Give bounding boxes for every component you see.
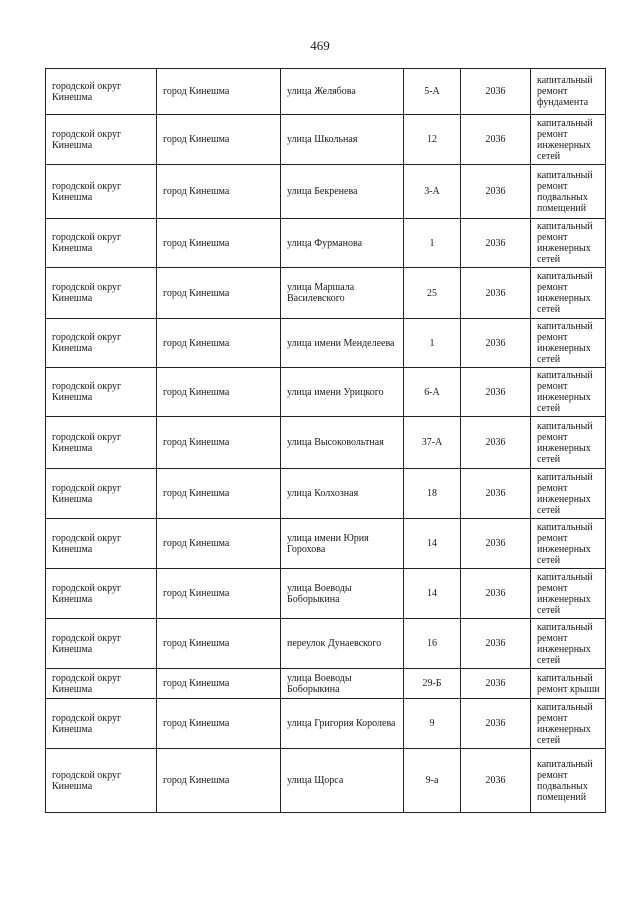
street-cell xyxy=(281,469,404,519)
house-number-cell xyxy=(404,749,461,813)
street-cell xyxy=(281,115,404,165)
district-cell-text: городской округ Кинешма xyxy=(52,532,122,555)
district-cell xyxy=(46,417,157,469)
house-number-cell xyxy=(404,115,461,165)
city-cell xyxy=(157,319,281,368)
district-cell-text: городской округ Кинешма xyxy=(52,431,122,454)
house-number-cell-text: 9-а xyxy=(425,775,439,786)
street-cell-text: улица Бекренева xyxy=(287,186,358,197)
city-cell-text: город Кинешма xyxy=(163,134,230,145)
year-cell xyxy=(461,669,531,699)
street-cell-text: переулок Дунаевского xyxy=(287,638,382,649)
work-type-cell xyxy=(531,319,606,368)
house-number-cell-text: 12 xyxy=(427,134,437,145)
table-row xyxy=(46,115,606,165)
city-cell-text: город Кинешма xyxy=(163,775,230,786)
city-cell-text: город Кинешма xyxy=(163,186,230,197)
table-row xyxy=(46,368,606,417)
work-type-cell-text: капитальный ремонт подвальных помещений xyxy=(537,169,593,214)
district-cell xyxy=(46,699,157,749)
street-cell xyxy=(281,749,404,813)
city-cell-text: город Кинешма xyxy=(163,437,230,448)
house-number-cell xyxy=(404,669,461,699)
house-number-cell-text: 16 xyxy=(427,638,437,649)
year-cell xyxy=(461,115,531,165)
street-cell xyxy=(281,268,404,319)
city-cell-text: город Кинешма xyxy=(163,386,230,398)
year-cell xyxy=(461,699,531,749)
street-cell-text: улица Щорса xyxy=(287,775,344,786)
district-cell xyxy=(46,165,157,219)
district-cell xyxy=(46,219,157,268)
district-cell xyxy=(46,69,157,115)
house-number-cell-text: 6-А xyxy=(424,386,440,398)
house-number-cell-text: 3-А xyxy=(424,186,440,197)
work-type-cell-text: капитальный ремонт инженерных сетей xyxy=(537,370,593,414)
house-number-cell xyxy=(404,165,461,219)
house-number-cell-text: 14 xyxy=(427,538,437,549)
district-cell xyxy=(46,619,157,669)
street-cell-text: улица Воеводы Боборыкина xyxy=(287,672,352,695)
table-row xyxy=(46,749,606,813)
house-number-cell xyxy=(404,69,461,115)
year-cell xyxy=(461,165,531,219)
house-number-cell-text: 9 xyxy=(429,718,435,729)
work-type-cell-text: капитальный ремонт инженерных сетей xyxy=(537,471,593,516)
street-cell xyxy=(281,319,404,368)
table-row xyxy=(46,219,606,268)
work-type-cell-text: капитальный ремонт инженерных сетей xyxy=(537,571,593,616)
year-cell-text: 2036 xyxy=(485,775,506,786)
district-cell-text: городской округ Кинешма xyxy=(52,769,122,792)
street-cell xyxy=(281,619,404,669)
year-cell-text: 2036 xyxy=(485,718,506,729)
year-cell-text: 2036 xyxy=(485,134,506,145)
house-number-cell-text: 5-А xyxy=(424,86,440,97)
city-cell xyxy=(157,115,281,165)
work-type-cell-text: капитальный ремонт подвальных помещений xyxy=(537,758,593,803)
street-cell-text: улица Школьная xyxy=(287,134,358,145)
city-cell-text: город Кинешма xyxy=(163,86,230,97)
district-cell-text: городской округ Кинешма xyxy=(52,482,122,505)
year-cell-text: 2036 xyxy=(485,337,506,349)
district-cell xyxy=(46,669,157,699)
work-type-cell-text: капитальный ремонт инженерных сетей xyxy=(537,621,593,666)
district-cell xyxy=(46,319,157,368)
house-number-cell xyxy=(404,619,461,669)
city-cell xyxy=(157,619,281,669)
table-row xyxy=(46,165,606,219)
year-cell-text: 2036 xyxy=(485,638,506,649)
district-cell-text: городской округ Кинешма xyxy=(52,180,122,203)
work-type-cell xyxy=(531,699,606,749)
work-type-cell-text: капитальный ремонт крыши xyxy=(537,672,600,695)
street-cell xyxy=(281,69,404,115)
street-cell xyxy=(281,165,404,219)
work-type-cell xyxy=(531,268,606,319)
table-row xyxy=(46,69,606,115)
district-cell-text: городской округ Кинешма xyxy=(52,332,122,354)
house-number-cell xyxy=(404,368,461,417)
street-cell xyxy=(281,219,404,268)
district-cell xyxy=(46,268,157,319)
street-cell-text: улица Высоковольтная xyxy=(287,437,384,448)
district-cell xyxy=(46,115,157,165)
city-cell xyxy=(157,268,281,319)
year-cell-text: 2036 xyxy=(485,287,506,299)
house-number-cell-text: 37-А xyxy=(421,437,443,448)
street-cell-text: улица Колхозная xyxy=(287,488,359,499)
city-cell-text: город Кинешма xyxy=(163,237,230,249)
year-cell-text: 2036 xyxy=(485,386,506,398)
street-cell xyxy=(281,417,404,469)
city-cell-text: город Кинешма xyxy=(163,588,230,599)
table-row xyxy=(46,469,606,519)
house-number-cell-text: 18 xyxy=(427,488,437,499)
year-cell xyxy=(461,619,531,669)
table-row xyxy=(46,417,606,469)
street-cell-text: улица Маршала Василевского xyxy=(287,282,355,304)
city-cell-text: город Кинешма xyxy=(163,287,230,299)
city-cell xyxy=(157,669,281,699)
city-cell xyxy=(157,368,281,417)
city-cell xyxy=(157,569,281,619)
year-cell xyxy=(461,219,531,268)
table-row xyxy=(46,319,606,368)
table-row xyxy=(46,519,606,569)
year-cell-text: 2036 xyxy=(485,538,506,549)
house-number-cell xyxy=(404,519,461,569)
house-number-cell-text: 14 xyxy=(427,588,437,599)
street-cell-text: улица имени Урицкого xyxy=(287,386,384,398)
district-cell-text: городской округ Кинешма xyxy=(52,282,122,304)
house-number-cell xyxy=(404,268,461,319)
district-cell xyxy=(46,569,157,619)
street-cell-text: улица имени Юрия Горохова xyxy=(287,532,369,555)
city-cell xyxy=(157,519,281,569)
house-number-cell xyxy=(404,417,461,469)
city-cell xyxy=(157,749,281,813)
work-type-cell xyxy=(531,417,606,469)
house-number-cell xyxy=(404,469,461,519)
year-cell xyxy=(461,569,531,619)
year-cell xyxy=(461,268,531,319)
street-cell-text: улица Желябова xyxy=(287,86,356,97)
city-cell-text: город Кинешма xyxy=(163,337,230,349)
work-type-cell-text: капитальный ремонт инженерных сетей xyxy=(537,271,593,315)
house-number-cell xyxy=(404,569,461,619)
work-type-cell xyxy=(531,165,606,219)
district-cell-text: городской округ Кинешма xyxy=(52,712,122,735)
work-type-cell xyxy=(531,569,606,619)
page-number: 469 xyxy=(310,38,330,53)
district-cell-text: городской округ Кинешма xyxy=(52,381,122,403)
street-cell xyxy=(281,669,404,699)
year-cell-text: 2036 xyxy=(485,678,506,689)
city-cell-text: город Кинешма xyxy=(163,678,230,689)
city-cell xyxy=(157,69,281,115)
work-type-cell xyxy=(531,519,606,569)
district-cell xyxy=(46,749,157,813)
table-row xyxy=(46,669,606,699)
district-cell-text: городской округ Кинешма xyxy=(52,672,122,695)
repair-schedule-table xyxy=(45,68,606,813)
district-cell-text: городской округ Кинешма xyxy=(52,128,122,151)
work-type-cell xyxy=(531,368,606,417)
city-cell-text: город Кинешма xyxy=(163,488,230,499)
city-cell xyxy=(157,699,281,749)
city-cell-text: город Кинешма xyxy=(163,718,230,729)
work-type-cell xyxy=(531,69,606,115)
year-cell xyxy=(461,69,531,115)
work-type-cell-text: капитальный ремонт инженерных сетей xyxy=(537,420,593,465)
work-type-cell xyxy=(531,219,606,268)
house-number-cell-text: 29-Б xyxy=(422,678,442,689)
work-type-cell xyxy=(531,619,606,669)
district-cell xyxy=(46,368,157,417)
house-number-cell-text: 25 xyxy=(427,287,437,299)
house-number-cell xyxy=(404,219,461,268)
work-type-cell-text: капитальный ремонт инженерных сетей xyxy=(537,521,593,566)
year-cell-text: 2036 xyxy=(485,237,506,249)
work-type-cell-text: капитальный ремонт инженерных сетей xyxy=(537,701,593,746)
city-cell-text: город Кинешма xyxy=(163,538,230,549)
house-number-cell xyxy=(404,699,461,749)
street-cell xyxy=(281,519,404,569)
year-cell xyxy=(461,469,531,519)
work-type-cell xyxy=(531,115,606,165)
year-cell-text: 2036 xyxy=(485,86,506,97)
street-cell xyxy=(281,699,404,749)
table-row xyxy=(46,699,606,749)
district-cell-text: городской округ Кинешма xyxy=(52,582,122,605)
city-cell xyxy=(157,165,281,219)
table-body xyxy=(46,69,606,813)
year-cell xyxy=(461,319,531,368)
street-cell-text: улица имени Менделеева xyxy=(287,337,395,349)
year-cell-text: 2036 xyxy=(485,186,506,197)
year-cell xyxy=(461,519,531,569)
district-cell-text: городской округ Кинешма xyxy=(52,80,122,103)
table-row xyxy=(46,569,606,619)
work-type-cell-text: капитальный ремонт фундамента xyxy=(537,75,593,108)
work-type-cell xyxy=(531,749,606,813)
work-type-cell xyxy=(531,469,606,519)
city-cell xyxy=(157,219,281,268)
work-type-cell xyxy=(531,669,606,699)
year-cell-text: 2036 xyxy=(485,437,506,448)
district-cell xyxy=(46,519,157,569)
street-cell-text: улица Фурманова xyxy=(287,237,363,249)
city-cell xyxy=(157,417,281,469)
district-cell-text: городской округ Кинешма xyxy=(52,632,122,655)
house-number-cell-text: 1 xyxy=(429,237,435,249)
house-number-cell-text: 1 xyxy=(429,337,435,349)
work-type-cell-text: капитальный ремонт инженерных сетей xyxy=(537,117,593,162)
table-row xyxy=(46,268,606,319)
street-cell-text: улица Григория Королева xyxy=(287,718,396,729)
city-cell xyxy=(157,469,281,519)
work-type-cell-text: капитальный ремонт инженерных сетей xyxy=(537,221,593,265)
street-cell xyxy=(281,569,404,619)
year-cell xyxy=(461,749,531,813)
year-cell xyxy=(461,368,531,417)
street-cell xyxy=(281,368,404,417)
year-cell-text: 2036 xyxy=(485,588,506,599)
city-cell-text: город Кинешма xyxy=(163,638,230,649)
house-number-cell xyxy=(404,319,461,368)
table-row xyxy=(46,619,606,669)
street-cell-text: улица Воеводы Боборыкина xyxy=(287,582,352,605)
year-cell-text: 2036 xyxy=(485,488,506,499)
work-type-cell-text: капитальный ремонт инженерных сетей xyxy=(537,321,593,365)
district-cell xyxy=(46,469,157,519)
year-cell xyxy=(461,417,531,469)
district-cell-text: городской округ Кинешма xyxy=(52,232,122,254)
